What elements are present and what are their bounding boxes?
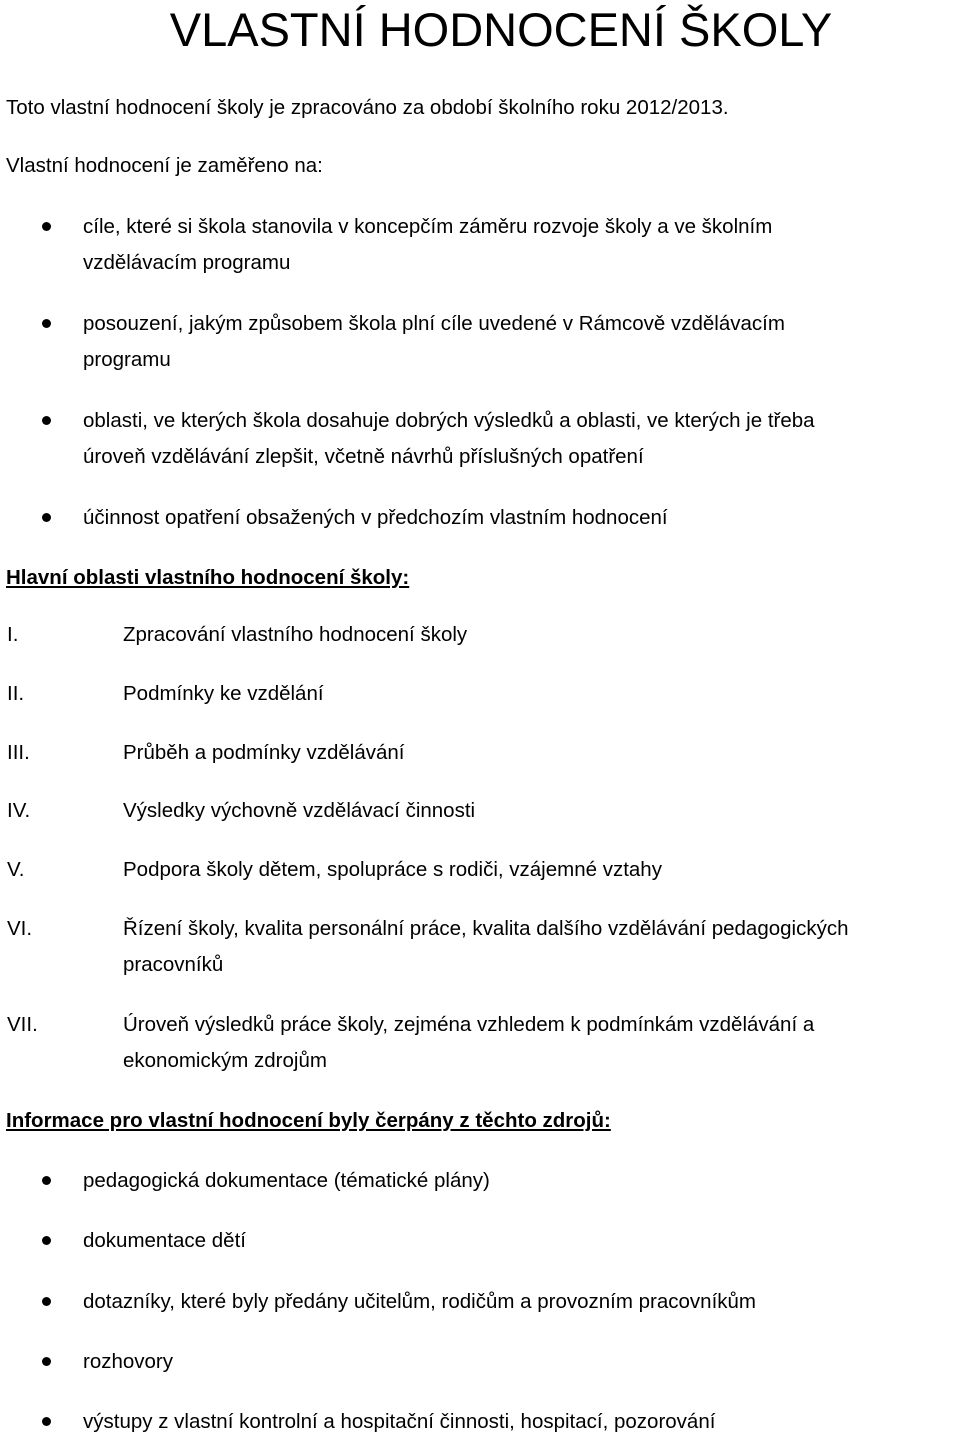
intro-text: Toto vlastní hodnocení školy je zpracováno za období školního roku 2012/2013. xyxy=(6,96,729,119)
list-item-number: IV. xyxy=(7,799,31,822)
list-item-text: cíle, které si škola stanovila v koncepčím záměru rozvoje školy a ve školním xyxy=(83,215,773,238)
list-item-text: pedagogická dokumentace (tématické plány) xyxy=(83,1169,490,1192)
bullet-icon xyxy=(42,1176,51,1185)
bullet-icon xyxy=(42,222,51,231)
list-item-text: výstupy z vlastní kontrolní a hospitační činnosti, hospitací, pozorování xyxy=(83,1410,716,1433)
list-item-text: oblasti, ve kterých škola dosahuje dobrých výsledků a oblasti, ve kterých je třeba xyxy=(83,409,815,432)
list-item-number: I. xyxy=(7,623,19,646)
sources-heading: Informace pro vlastní hodnocení byly čerpány z těchto zdrojů: xyxy=(6,1109,611,1132)
list-item-number: III. xyxy=(7,741,30,764)
areas-heading: Hlavní oblasti vlastního hodnocení školy: xyxy=(6,566,410,589)
list-item-text: Zpracování vlastního hodnocení školy xyxy=(123,623,468,646)
list-item-number: VI. xyxy=(7,917,33,940)
bullet-icon xyxy=(42,1297,51,1306)
bullet-icon xyxy=(42,416,51,425)
list-item-text: Průběh a podmínky vzdělávání xyxy=(123,741,405,764)
list-item-text: rozhovory xyxy=(83,1350,174,1373)
list-item-text: programu xyxy=(83,348,171,371)
bullet-icon xyxy=(42,1236,51,1245)
list-item-text: Úroveň výsledků práce školy, zejména vzhledem k podmínkám vzdělávání a xyxy=(123,1013,815,1036)
list-item-number: V. xyxy=(7,858,25,881)
list-item-text: Výsledky výchovně vzdělávací činnosti xyxy=(123,799,476,822)
list-item-text: pracovníků xyxy=(123,953,224,976)
bullet-icon xyxy=(42,319,51,328)
list-item-text: Podpora školy dětem, spolupráce s rodiči, vzájemné vztahy xyxy=(123,858,662,881)
document-title: VLASTNÍ HODNOCENÍ ŠKOLY xyxy=(169,3,833,56)
focus-heading: Vlastní hodnocení je zaměřeno na: xyxy=(6,154,323,177)
bullet-icon xyxy=(42,513,51,522)
bullet-icon xyxy=(42,1357,51,1366)
list-item-text: Podmínky ke vzdělání xyxy=(123,682,324,705)
list-item-text: úroveň vzdělávání zlepšit, včetně návrhů příslušných opatření xyxy=(83,445,644,468)
bullet-icon xyxy=(42,1417,51,1426)
list-item-text: Řízení školy, kvalita personální práce, kvalita dalšího vzdělávání pedagogických xyxy=(123,917,849,940)
list-item-text: dotazníky, které byly předány učitelům, rodičům a provozním pracovníkům xyxy=(83,1290,756,1313)
list-item-number: VII. xyxy=(7,1013,38,1036)
list-item-number: II. xyxy=(7,682,25,705)
list-item-text: účinnost opatření obsažených v předchozím vlastním hodnocení xyxy=(83,506,668,529)
list-item-text: posouzení, jakým způsobem škola plní cíle uvedené v Rámcově vzdělávacím xyxy=(83,312,785,335)
list-item-text: ekonomickým zdrojům xyxy=(123,1049,327,1072)
list-item-text: vzdělávacím programu xyxy=(83,251,291,274)
list-item-text: dokumentace dětí xyxy=(83,1229,246,1252)
